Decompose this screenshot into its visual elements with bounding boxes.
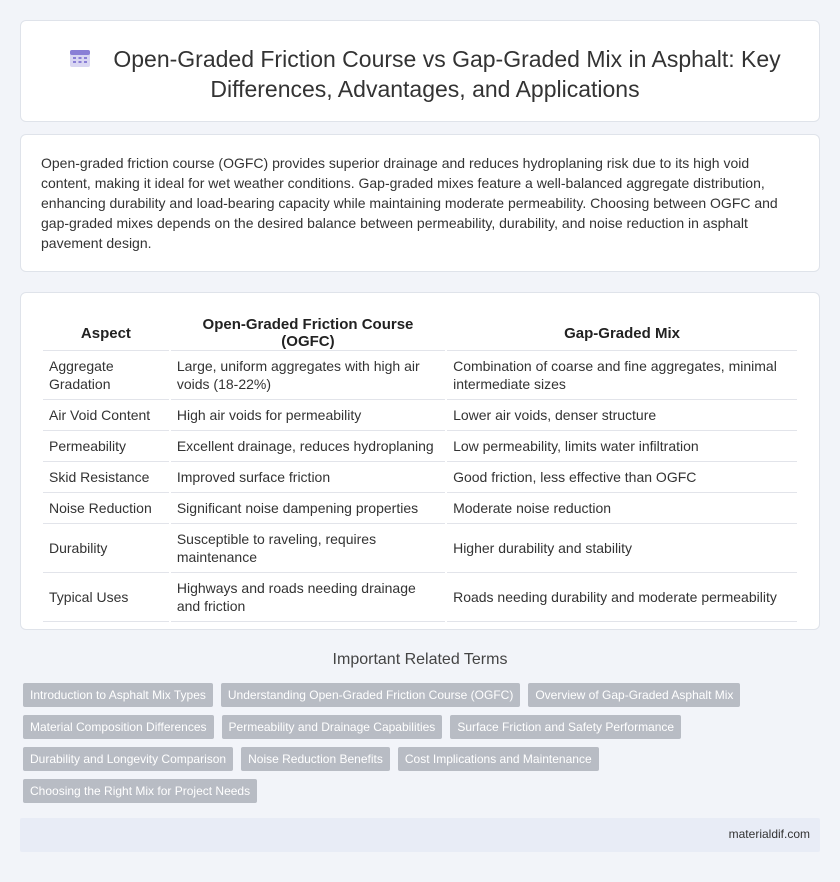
related-term-tag[interactable]: Noise Reduction Benefits [241,747,390,771]
comparison-table [41,316,799,622]
related-term-tag[interactable]: Permeability and Drainage Capabilities [222,715,443,739]
gap-graded-cell: Combination of coarse and fine aggregates, minimal intermediate sizes [447,351,797,400]
footer [20,818,820,852]
ogfc-cell: Large, uniform aggregates with high air voids (18-22%) [171,351,445,400]
gap-graded-cell: Roads needing durability and moderate permeability [447,573,797,622]
header-ogfc: Open-Graded Friction Course (OGFC) [171,316,445,351]
related-terms-list [23,683,823,811]
table-row [43,351,797,400]
gap-graded-cell: Lower air voids, denser structure [447,400,797,431]
tag-row [23,715,823,739]
table-header-row [43,316,797,351]
gap-graded-cell: Low permeability, limits water infiltration [447,431,797,462]
related-term-tag[interactable]: Surface Friction and Safety Performance [450,715,681,739]
tag-row [23,683,823,707]
table-row [43,400,797,431]
gap-graded-cell: Higher durability and stability [447,524,797,573]
related-term-tag[interactable]: Understanding Open-Graded Friction Course (OGFC) [221,683,520,707]
tag-row [23,779,823,803]
ogfc-cell: High air voids for permeability [171,400,445,431]
ogfc-cell: Improved surface friction [171,462,445,493]
summary-text: Open-graded friction course (OGFC) provides superior drainage and reduces hydroplaning risk due to its high void content, making it ideal for wet weather conditions. Gap-graded mixes feature a well-balanced aggregate distribution, enhancing durability and load-bearing capacity while maintaining moderate permeability. Choosing between OGFC and gap-graded mixes depends on the desired balance between permeability, durability, and noise reduction in asphalt pavement design. [41,155,778,251]
aspect-cell: Typical Uses [43,573,169,622]
aspect-cell: Air Void Content [43,400,169,431]
aspect-cell: Skid Resistance [43,462,169,493]
related-term-tag[interactable]: Introduction to Asphalt Mix Types [23,683,213,707]
header-gap-graded: Gap-Graded Mix [447,316,797,351]
aspect-cell: Noise Reduction [43,493,169,524]
aspect-cell: Aggregate Gradation [43,351,169,400]
tag-row [23,747,823,771]
title-wrap [61,44,789,104]
table-row [43,431,797,462]
table-row [43,493,797,524]
aspect-cell: Durability [43,524,169,573]
footer-site-link[interactable]: materialdif.com [728,827,810,841]
calendar-icon [69,48,91,68]
table-row [43,524,797,573]
table-row [43,573,797,622]
ogfc-cell: Susceptible to raveling, requires maintenance [171,524,445,573]
table-row [43,462,797,493]
related-term-tag[interactable]: Choosing the Right Mix for Project Needs [23,779,257,803]
aspect-cell: Permeability [43,431,169,462]
comparison-card [20,292,820,630]
summary-card [20,134,820,272]
related-term-tag[interactable]: Durability and Longevity Comparison [23,747,233,771]
page-title: Open-Graded Friction Course vs Gap-Graded Mix in Asphalt: Key Differences, Advantages, and Applications [113,46,781,102]
ogfc-cell: Highways and roads needing drainage and friction [171,573,445,622]
related-terms-title: Important Related Terms [332,651,508,668]
gap-graded-cell: Good friction, less effective than OGFC [447,462,797,493]
gap-graded-cell: Moderate noise reduction [447,493,797,524]
related-term-tag[interactable]: Overview of Gap-Graded Asphalt Mix [528,683,740,707]
ogfc-cell: Excellent drainage, reduces hydroplaning [171,431,445,462]
related-term-tag[interactable]: Material Composition Differences [23,715,214,739]
related-term-tag[interactable]: Cost Implications and Maintenance [398,747,599,771]
header-card [20,20,820,122]
header-aspect: Aspect [43,316,169,351]
ogfc-cell: Significant noise dampening properties [171,493,445,524]
